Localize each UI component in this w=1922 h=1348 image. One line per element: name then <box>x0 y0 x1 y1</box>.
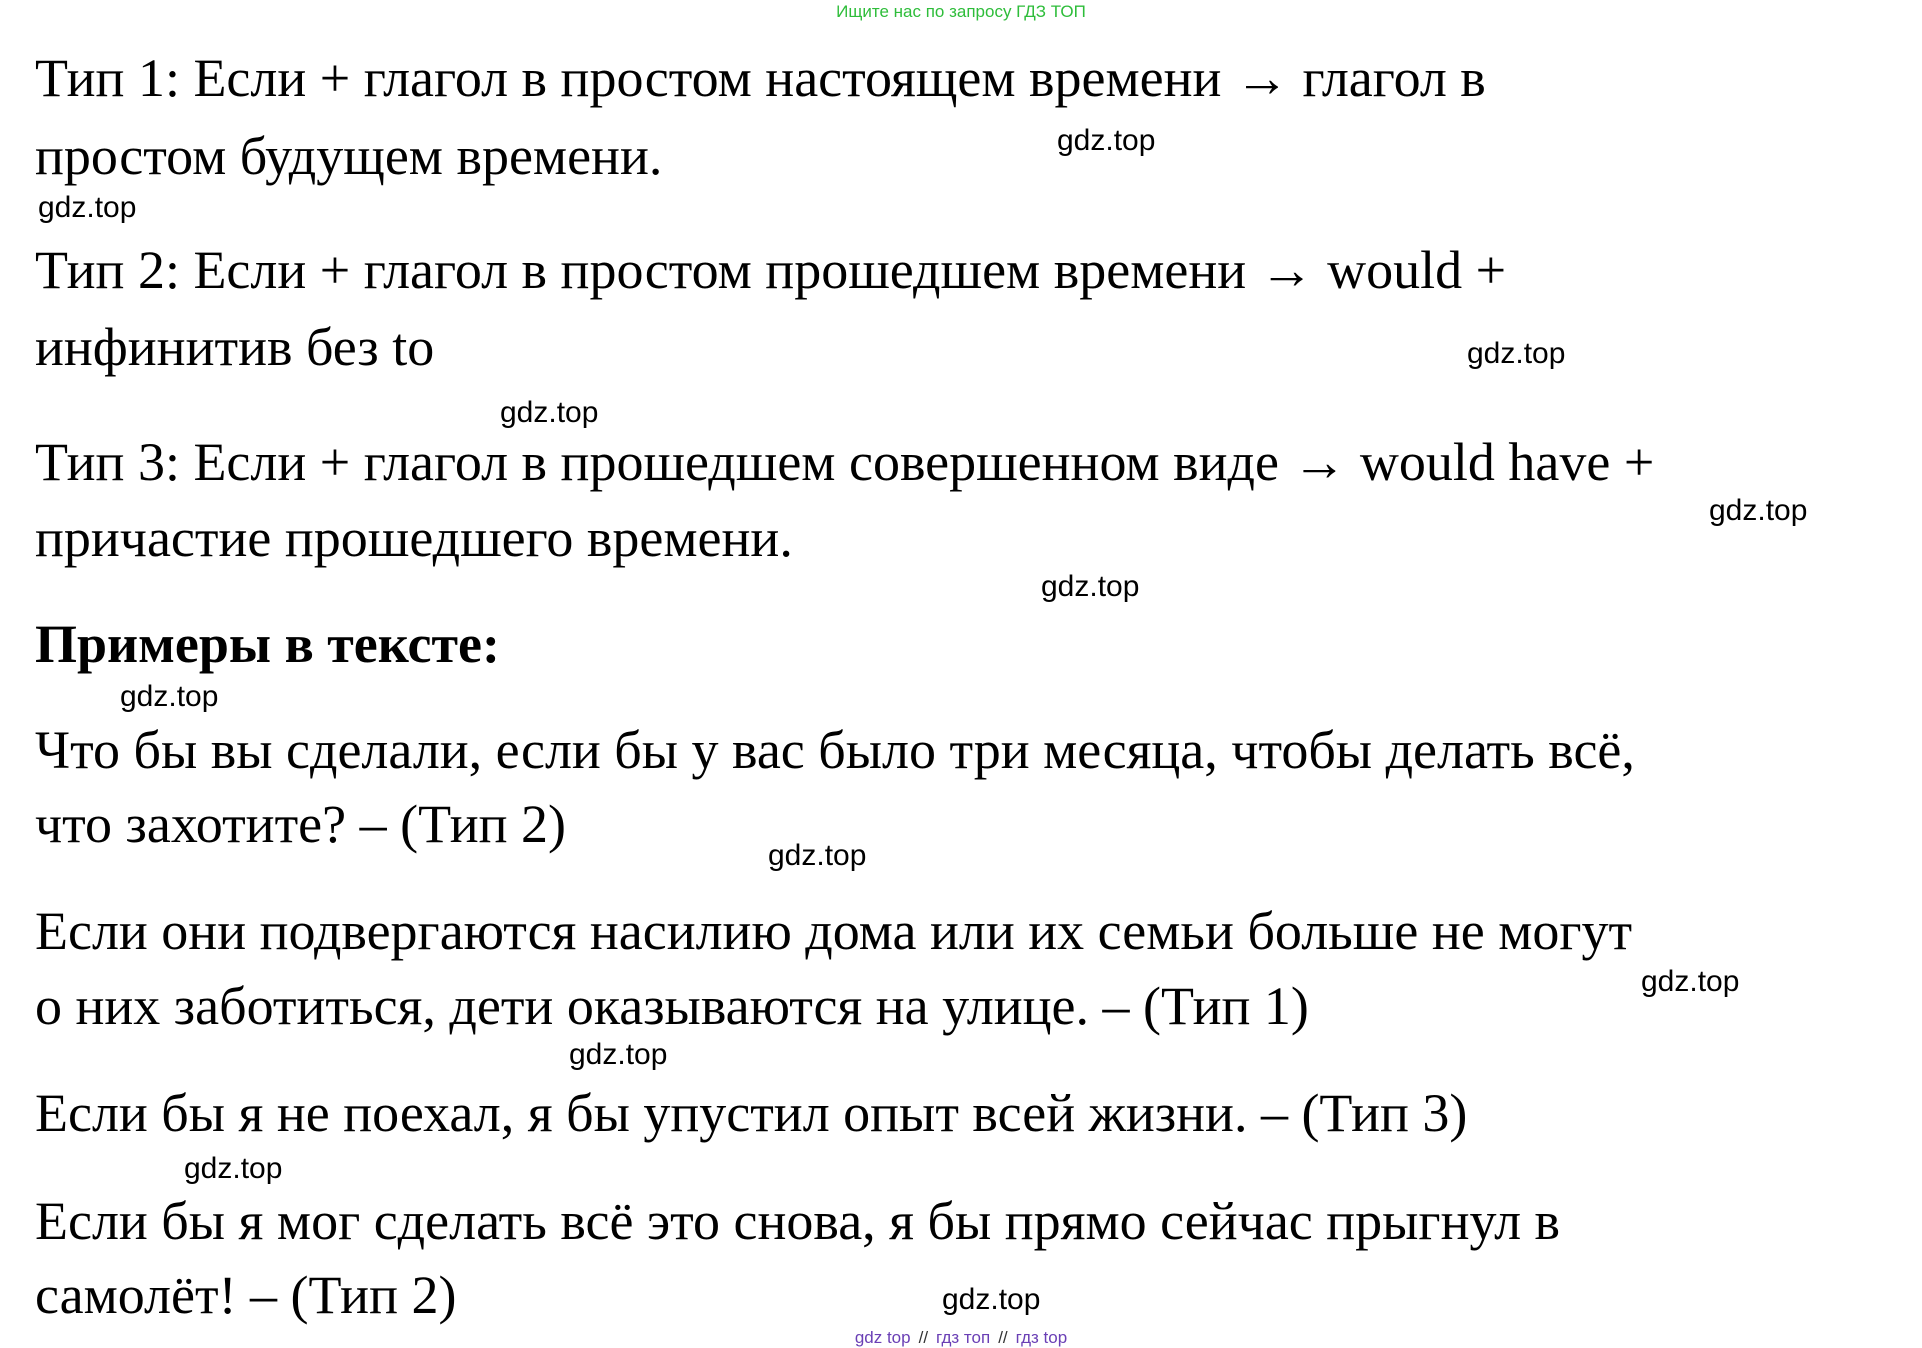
watermark: gdz.top <box>768 839 867 872</box>
rule-3-line-2: причастие прошедшего времени. <box>35 508 793 568</box>
examples-heading: Примеры в тексте: <box>35 614 500 674</box>
watermark: gdz.top <box>1467 337 1566 370</box>
watermark: gdz.top <box>1641 965 1740 998</box>
top-banner[interactable] <box>0 2 1922 22</box>
watermark: gdz.top <box>1041 570 1140 603</box>
footer-link-gdz-top-ru[interactable]: гдз топ <box>936 1328 991 1347</box>
watermark: gdz.top <box>120 680 219 713</box>
watermark: gdz.top <box>1709 494 1808 527</box>
watermark: gdz.top <box>942 1283 1041 1316</box>
watermark: gdz.top <box>184 1152 283 1185</box>
top-banner-text[interactable]: Ищите нас по запросу ГДЗ ТОП <box>836 2 1086 21</box>
example-3-line-1: Если бы я не поехал, я бы упустил опыт всей жизни. – (Тип 3) <box>35 1083 1468 1143</box>
watermark: gdz.top <box>569 1038 668 1071</box>
example-2-line-2: о них заботиться, дети оказываются на улице. – (Тип 1) <box>35 976 1309 1036</box>
rule-2-line-2: инфинитив без to <box>35 317 435 377</box>
example-1-line-2: что захотите? – (Тип 2) <box>35 794 567 854</box>
rule-2-line-1: Тип 2: Если + глагол в простом прошедшем времени → would + <box>35 240 1507 300</box>
example-4-line-2: самолёт! – (Тип 2) <box>35 1265 457 1325</box>
rule-1-line-2: простом будущем времени. <box>35 126 663 186</box>
rule-1-line-1: Тип 1: Если + глагол в простом настоящем времени → глагол в <box>35 48 1486 108</box>
example-2-line-1: Если они подвергаются насилию дома или их семьи больше не могут <box>35 901 1633 961</box>
footer-separator: // <box>918 1328 929 1347</box>
watermark: gdz.top <box>38 191 137 224</box>
footer-separator: // <box>998 1328 1008 1347</box>
footer-link-gdz-top-mixed[interactable]: гдз top <box>1015 1328 1068 1347</box>
example-4-line-1: Если бы я мог сделать всё это снова, я бы прямо сейчас прыгнул в <box>35 1191 1561 1251</box>
footer-link-gdz-top[interactable]: gdz top <box>854 1328 911 1347</box>
watermark: gdz.top <box>1057 124 1156 157</box>
example-1-line-1: Что бы вы сделали, если бы у вас было три месяца, чтобы делать всё, <box>35 720 1635 780</box>
footer-links <box>0 1328 1922 1348</box>
watermark: gdz.top <box>500 396 599 429</box>
rule-3-line-1: Тип 3: Если + глагол в прошедшем совершенном виде → would have + <box>35 432 1655 492</box>
